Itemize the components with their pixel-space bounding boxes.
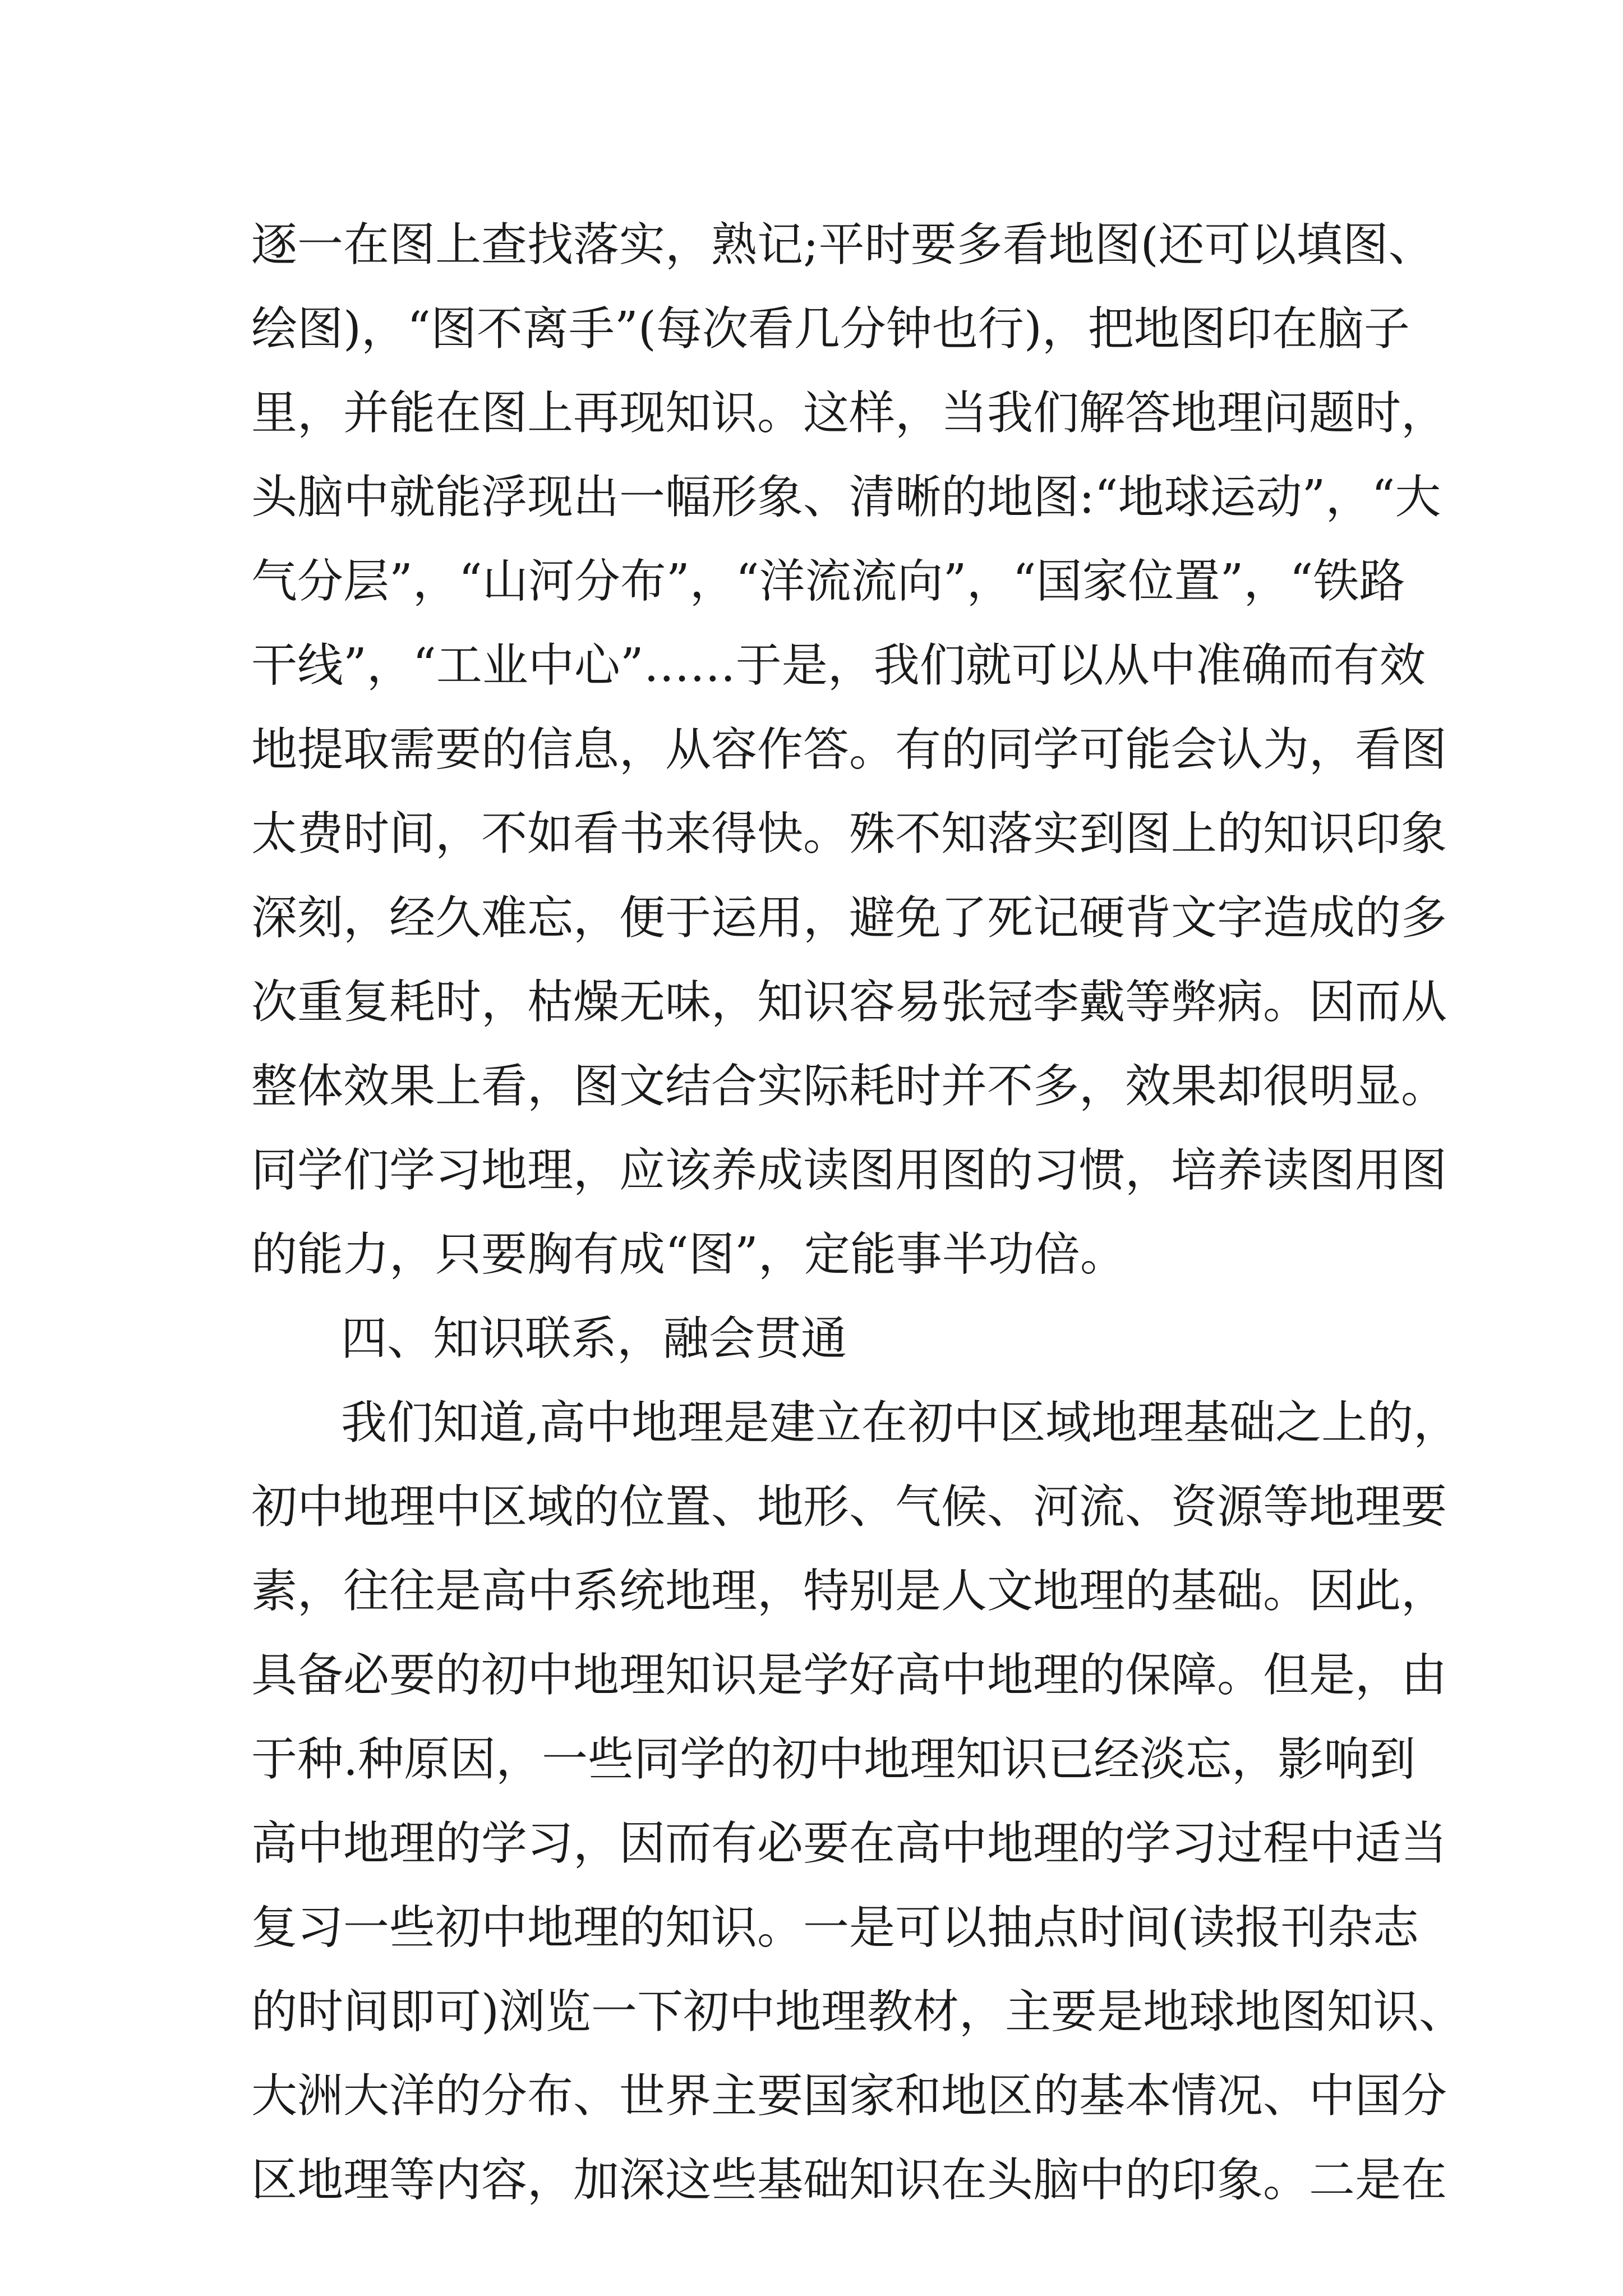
section-heading: 四、知识联系，融会贯通 <box>341 1312 847 1365</box>
text-line: 初中地理中区域的位置、地形、气候、河流、资源等地理要 <box>251 1480 1447 1534</box>
text-line: 绘图)，“图不离手”(每次看几分钟也行)，把地图印在脑子 <box>251 302 1410 356</box>
text-line: 次重复耗时，枯燥无味，知识容易张冠李戴等弊病。因而从 <box>251 976 1447 1029</box>
text-line: 区地理等内容，加深这些基础知识在头脑中的印象。二是在 <box>251 2154 1447 2207</box>
text-line: 高中地理的学习，因而有必要在高中地理的学习过程中适当 <box>251 1817 1447 1870</box>
text-line: 里，并能在图上再现知识。这样，当我们解答地理问题时， <box>251 386 1447 440</box>
text-line: 气分层”，“山河分布”，“洋流流向”，“国家位置”，“铁路 <box>251 555 1405 608</box>
text-line: 同学们学习地理，应该养成读图用图的习惯，培养读图用图 <box>251 1144 1447 1197</box>
text-line: 大洲大洋的分布、世界主要国家和地区的基本情况、中国分 <box>251 2069 1447 2123</box>
text-line: 整体效果上看，图文结合实际耗时并不多，效果却很明显。 <box>251 1060 1447 1113</box>
text-line: 太费时间，不如看书来得快。殊不知落实到图上的知识印象 <box>251 807 1447 861</box>
body-text <box>251 203 1465 2223</box>
text-line: 的能力，只要胸有成“图”，定能事半功倍。 <box>251 1228 1126 1281</box>
text-line: 干线”，“工业中心”……于是，我们就可以从中准确而有效 <box>251 639 1426 692</box>
text-line: 的时间即可)浏览一下初中地理教材，主要是地球地图知识、 <box>251 1985 1465 2039</box>
text-line: 于种.种原因，一些同学的初中地理知识已经淡忘，影响到 <box>251 1733 1416 1786</box>
text-line: 地提取需要的信息，从容作答。有的同学可能会认为，看图 <box>251 723 1447 776</box>
text-line: 具备必要的初中地理知识是学好高中地理的保障。但是，由 <box>251 1649 1447 1702</box>
text-line: 复习一些初中地理的知识。一是可以抽点时间(读报刊杂志 <box>251 1901 1419 1954</box>
text-line: 深刻，经久难忘，便于运用，避免了死记硬背文字造成的多 <box>251 891 1447 945</box>
text-line: 我们知道,高中地理是建立在初中区域地理基础之上的， <box>341 1396 1460 1450</box>
text-line: 逐一在图上查找落实，熟记;平时要多看地图(还可以填图、 <box>251 218 1435 272</box>
text-line: 头脑中就能浮现出一幅形象、清晰的地图:“地球运动”，“大 <box>251 471 1441 524</box>
text-line: 素，往往是高中系统地理，特别是人文地理的基础。因此， <box>251 1565 1447 1618</box>
